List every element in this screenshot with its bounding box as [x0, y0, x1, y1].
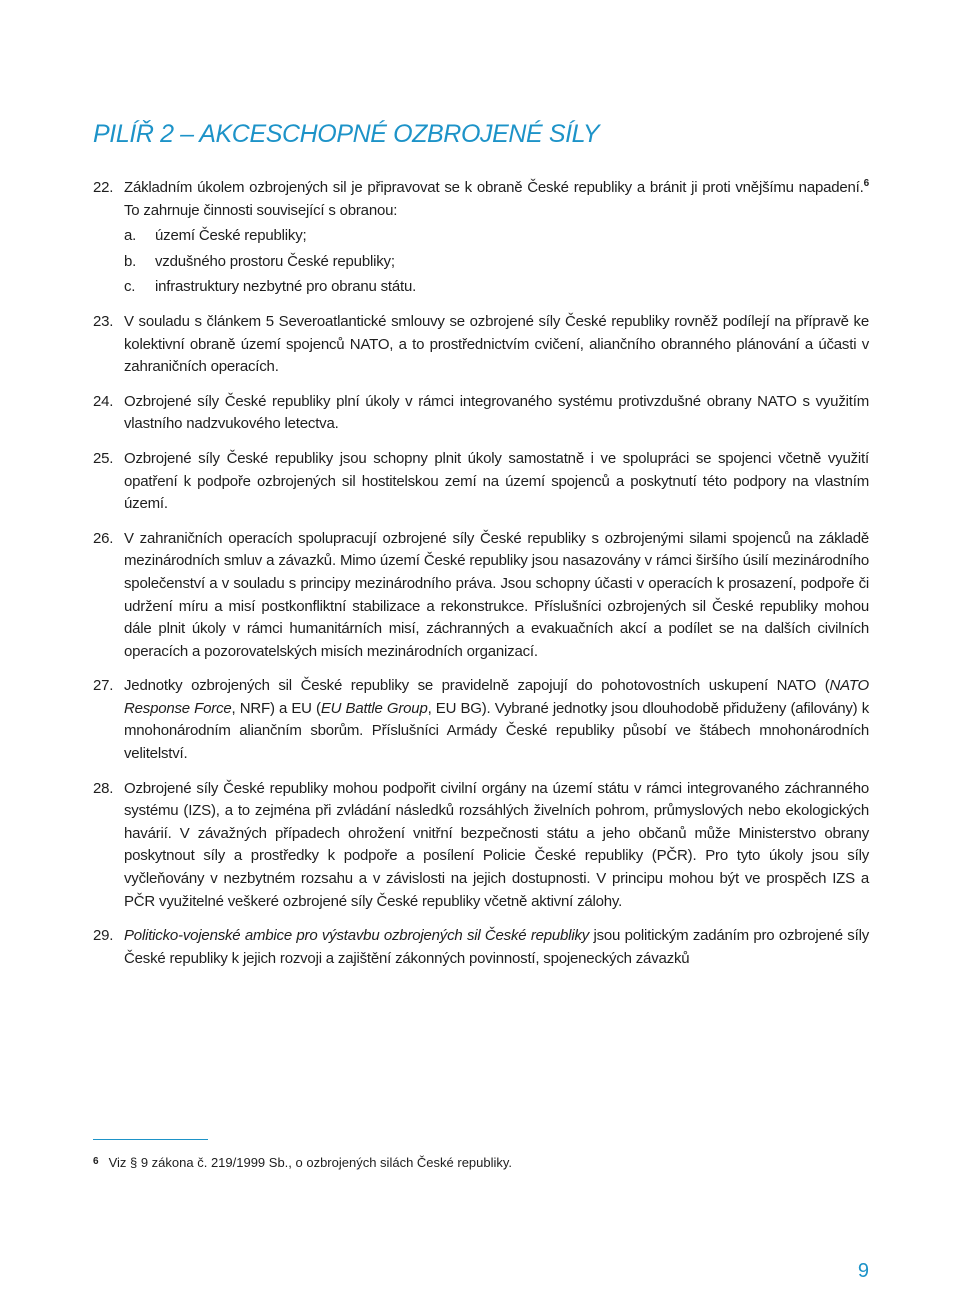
- footnote-ref[interactable]: 6: [863, 178, 869, 189]
- paragraph-text: Ozbrojené síly České republiky jsou schopny plnit úkoly samostatně i ve spolupráci se spojenci včetně využití opatření k podpoře ozbrojených sil hostitelskou zemí na území spojenců a poskytnutí této podpory na vlastním území.: [124, 449, 869, 513]
- heading-pillar: PILÍŘ 2: [93, 120, 174, 148]
- list-text: území České republiky;: [155, 227, 307, 245]
- list-text: vzdušného prostoru České republiky;: [155, 252, 395, 270]
- paragraph-text-end: , EU BG). Vybrané jednotky jsou dlouhodobě přiduženy (afilovány) k mnohonárodním aliančním sborům. Příslušníci Armády České republiky působí ve štábech mnohonárodních velitelství.: [124, 699, 869, 763]
- paragraph-27: [93, 675, 869, 765]
- paragraph-text: V souladu s článkem 5 Severoatlantické smlouvy se ozbrojené síly České republiky rovněž podílejí na přípravě ke kolektivní obraně území spojenců NATO, a to prostřednictvím cvičení, aliančního obranného plánování a účasti v zahraničních operacích.: [124, 312, 869, 376]
- list-item-c: [93, 276, 869, 299]
- document-title-ref: Politicko-vojenské ambice pro výstavbu ozbrojených sil České republiky: [124, 927, 590, 945]
- list-item-b: [93, 251, 869, 274]
- paragraph-25: [93, 448, 869, 516]
- paragraph-text-cont: , NRF) a EU (: [231, 699, 321, 717]
- paragraph-number: 22.: [93, 179, 114, 196]
- page-number: 9: [857, 1260, 869, 1282]
- paragraph-number: 26.: [93, 529, 114, 547]
- term-eu-bg: EU Battle Group: [320, 699, 428, 717]
- footnote-number: 6: [93, 1156, 99, 1167]
- paragraph-22: [93, 177, 869, 222]
- section-heading: [93, 118, 599, 150]
- document-body: [93, 177, 869, 970]
- paragraph-28: [93, 778, 869, 914]
- paragraph-text: V zahraničních operacích spolupracují ozbrojené síly České republiky s ozbrojenými silami spojenců na základě mezinárodních smluv a závazků. Mimo území České republiky jsou nasazovány v rámci širšího úsilí mezinárodního společenství a v souladu s principy mezinárodního práva. Jsou schopny účasti v operacích k prosazení, podpoře či udržení míru a misí postkonfliktní stabilizace a rekonstrukce. Příslušníci ozbrojených sil České republiky mohou dále plnit úkoly v rámci humanitárních misí, záchranných a evakuačních akcí a podílet se na dalších civilních operacích a pozorovatelských misích mezinárodních organizací.: [124, 529, 869, 660]
- paragraph-text-cont: To zahrnuje činnosti související s obranou:: [124, 201, 398, 219]
- list-letter: b.: [124, 252, 137, 270]
- paragraph-text: Ozbrojené síly České republiky plní úkoly v rámci integrovaného systému protivzdušné obrany NATO s využitím vlastního nadzvukového letectva.: [124, 392, 869, 433]
- paragraph-text: Ozbrojené síly České republiky mohou podpořit civilní orgány na území státu v rámci integrovaného záchranného systému (IZS), a to zejména při zvládání následků rozsáhlých živelních pohrom, průmyslových nebo ekologických havárií. V závažných případech ohrožení vnitřní bezpečnosti státu a jeho občanů může Ministerstvo obrany poskytnout síly a prostředky k podpoře a posílení Policie České republiky (PČR). Pro tyto úkoly jsou síly vyčleňovány v nezbytném rozsahu a v závislosti na jejich dostupnosti. V principu mohou být ve prospěch IZS a PČR využitelné veškeré ozbrojené síly České republiky včetně aktivní zálohy.: [124, 779, 869, 910]
- paragraph-number: 29.: [93, 927, 114, 945]
- paragraph-number: 27.: [93, 677, 114, 695]
- paragraph-24: [93, 391, 869, 436]
- paragraph-number: 24.: [93, 392, 114, 410]
- paragraph-number: 25.: [93, 449, 114, 467]
- list-letter: a.: [124, 227, 137, 245]
- paragraph-29: [93, 925, 869, 970]
- footnote-text: Viz § 9 zákona č. 219/1999 Sb., o ozbrojených silách České republiky.: [108, 1155, 513, 1170]
- list-item-a: [93, 225, 869, 248]
- paragraph-text: Základním úkolem ozbrojených sil je připravovat se k obraně České republiky a bránit ji proti vnějšímu napadení.: [124, 179, 864, 196]
- list-text: infrastruktury nezbytné pro obranu státu.: [155, 278, 417, 296]
- paragraph-26: [93, 528, 869, 664]
- paragraph-number: 23.: [93, 312, 114, 330]
- paragraph-number: 28.: [93, 779, 114, 797]
- heading-title: – AKCESCHOPNÉ OZBROJENÉ SÍLY: [173, 120, 600, 148]
- paragraph-text: jsou politickým zadáním pro ozbrojené síly České republiky k jejich rozvoji a zajištění zákonných povinností, spojeneckých závazků: [124, 927, 869, 967]
- footnote-divider: [93, 1139, 208, 1140]
- footnote: [93, 1153, 512, 1172]
- paragraph-23: [93, 311, 869, 379]
- list-letter: c.: [124, 278, 136, 296]
- term-nrf: NATO Response Force: [124, 677, 869, 717]
- paragraph-text: Jednotky ozbrojených sil České republiky se pravidelně zapojují do pohotovostních uskupení NATO (: [124, 677, 830, 695]
